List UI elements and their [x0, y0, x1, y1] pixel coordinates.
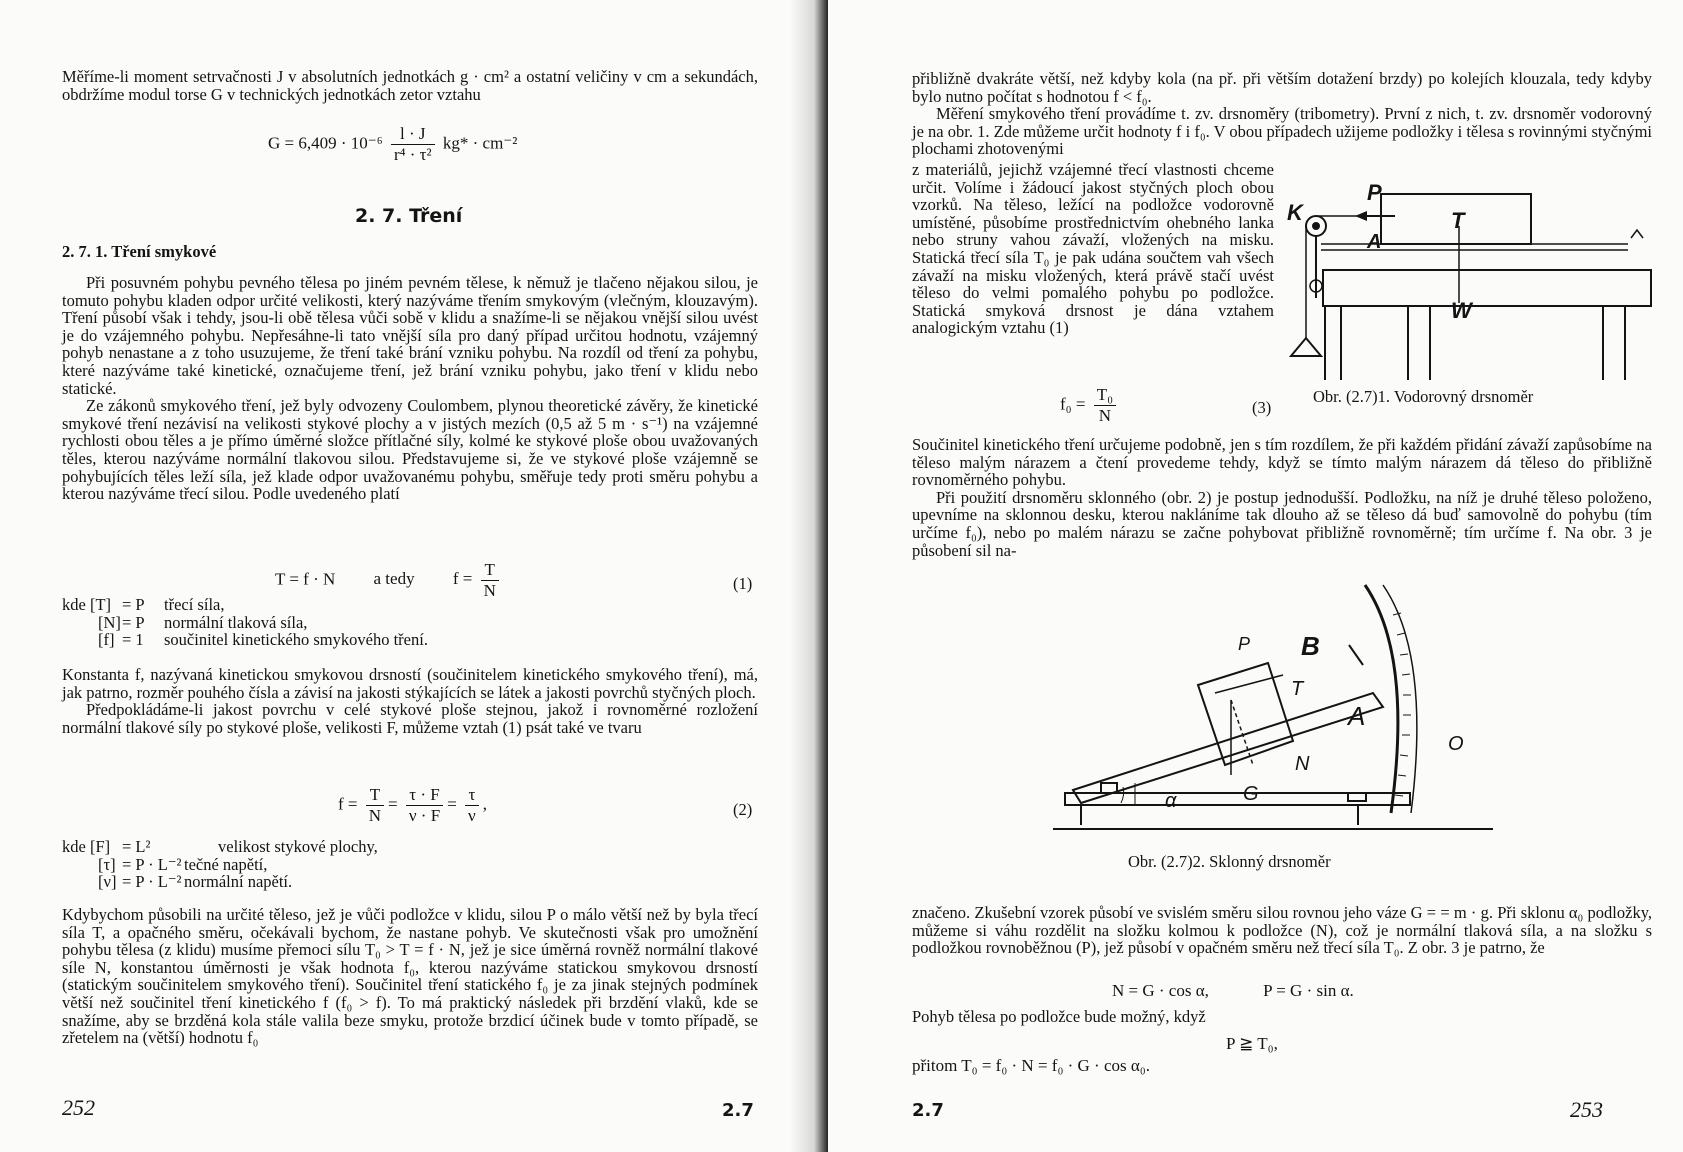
label-a: A	[1367, 231, 1382, 253]
equation-6: přitom T₀ = f₀ · N = f₀ · G · cos α₀.	[912, 1056, 1150, 1075]
figure-1-caption: Obr. (2.7)1. Vodorovný drsnoměr	[1313, 387, 1534, 406]
base-plate	[1065, 793, 1410, 805]
equation-3-number: (3)	[1252, 398, 1272, 417]
label-w: W	[1451, 298, 1472, 323]
equation-1: T = f · N a tedy f = $\frac{T}{N}$	[275, 560, 503, 601]
paragraph-kinetic-friction: Součinitel kinetického tření určujeme podobně, jen s tím rozdílem, že při každém přidání závaží zapůsobíme na těleso malým nárazem a čtení provedeme tehdy, když se tímto malým nárazem dá těleso do přibližně rovnoměrného pohybu. Při použití drsnoměru sklonného (obr. 2) je postup jednodušší. Podložku, na níž je druhé těleso položeno, upevníme na sklonnou desku, kterou nakláníme tak dlouho až se těleso dá buď samovolně do pohybu (tím určíme f₀), nebo po malém nárazu se začne pohybovat přibližně rovnoměrně; tím určíme f. Na obr. 3 je působení sil na-	[912, 435, 1652, 560]
definition-row: kde [F] = L² velikost stykové plochy,	[62, 837, 378, 856]
page-number-right: 253	[1570, 1097, 1603, 1122]
equation-1-number: (1)	[733, 574, 753, 593]
label-p: P	[1367, 180, 1382, 205]
equation-3: f₀ = $\frac{\text{T₀}}{N}$	[1060, 385, 1120, 426]
definitions-2	[62, 838, 378, 891]
equation-2-number: (2)	[733, 800, 753, 819]
paragraph-constant: Konstanta f, nazývaná kinetickou smykovou drsností (součinitelem kinetického smykového tření), má, jak patrno, rozměr pouhého čísla a závisí na jakosti stýkajících se látek a jakosti povrchů styčných ploch. Předpokládáme-li jakost povrchu v celé stykové ploše stejnou, jakož i rovnoměrné rozložení normální tlakové síly po stykové ploše, velikosti F, můžeme vztah (1) psát také ve tvaru	[62, 665, 758, 737]
definition-row: [τ] = P · L⁻² tečné napětí,	[98, 854, 268, 874]
inclined-board	[1073, 693, 1383, 803]
horizontal-tribometer-figure	[1283, 178, 1663, 383]
left-page	[0, 0, 828, 1152]
torsion-formula: G = 6,409 · 10⁻⁶ $\frac{l \cdot J}{\text{r⁴ · τ²}}$ kg* · cm⁻²	[268, 124, 518, 164]
subsection-title: 2. 7. 1. Tření smykové	[62, 242, 217, 261]
weight-pan	[1291, 338, 1321, 356]
figure-2-caption: Obr. (2.7)2. Sklonný drsnoměr	[1128, 852, 1331, 871]
paragraph-motion-condition: Pohyb tělesa po podložce bude možný, když	[912, 1007, 1206, 1026]
label-o: O	[1448, 733, 1464, 755]
definition-row: kde [T] = P třecí síla,	[62, 595, 225, 614]
label-k: K	[1287, 200, 1303, 225]
label-n: N	[1295, 753, 1310, 775]
table-top	[1323, 270, 1651, 306]
page-number-left: 252	[62, 1095, 95, 1120]
label-alpha: α	[1165, 790, 1177, 812]
paragraph-horizontal-tribometer: z materiálů, jejichž vzájemné třecí vlastnosti chceme určit. Volíme i žádoucí jakost styčných ploch obou vzorků. Na těleso, ležící na podložce vodorovně umístěné, působíme prostřednictvím ohebného lanka nebo struny vahou závaží, vložených na misku. Statická třecí síla T₀ je pak udána součtem vah všech závaží na misku vložených, která právě stačí uvést těleso do velmi pomalého pohybu po podložce. Statická smyková drsnost je dána vztahem analogickým vztahu (1)	[912, 160, 1274, 338]
equation-5: P ≧ T₀,	[1226, 1034, 1278, 1053]
right-page	[828, 0, 1683, 1152]
definition-row: [ν] = P · L⁻² normální napětí.	[98, 872, 293, 892]
paragraph-continuation: přibližně dvakráte větší, než kdyby kola (na př. při větším dotažení brzdy) po kolejích klouzala, tedy kdyby bylo nutno počítat s hodnotou f < f₀. Měření smykového tření provádíme t. zv. drsnoměry (tribometry). První z nich, t. zv. drsnoměr vodorovný je na obr. 1. Zde můžeme určit hodnoty f i f₀. V obou případech užijeme podložky i tělesa s rovinnými styčnými plochami zhotovenými	[912, 69, 1652, 159]
intro-paragraph: Měříme-li moment setrvačnosti J v absolutních jednotkách g · cm² a ostatní veličiny v cm a sekundách, obdržíme modul torse G v technických jednotkách zetor vztahu	[62, 67, 758, 104]
label-p: P	[1238, 634, 1251, 654]
definitions-1	[62, 596, 428, 649]
paragraph-static-friction: Kdybychom působili na určité těleso, jež je vůči podložce v klidu, silou P o málo větší než by byla třecí síla T, a opačného směru, očekávali bychom, že nastane pohyb. Ve skutečnosti však pro umožnění pohybu tělesa (z klidu) musíme přemoci sílu T₀ > T = f · N, jež je sice úměrná rovněž normální tlakové síle N, konstantou úměrnosti je však hodnota f₀, kterou nazýváme statickou smykovou drsností (statickým součinitelem smykového tření). Součinitel tření statického f₀ je za jinak stejných podmínek větší než součinitel tření kinetického f (f₀ > f). To má praktický následek při brzdění vlaků, kde se snažíme, aby se brzděná kola stále valila beze smyku, protože brzdicí účinek bude v tomto případě, se zřetelem na (větší) hodnotu f₀	[62, 905, 758, 1048]
definition-row: [N]= P normální tlaková síla,	[98, 612, 308, 632]
definition-row: [f] = 1 součinitel kinetického smykového tření.	[98, 630, 428, 650]
section-title: 2. 7. Tření	[355, 205, 463, 227]
equation-2: f = $\frac{T}{N}$ = $\frac{\tau \cdot F}{\nu \cdot F}$ = $\frac{\tau}{\nu}$ ,	[338, 785, 487, 825]
label-t: T	[1291, 678, 1304, 700]
label-t: T	[1451, 208, 1465, 233]
label-g: G	[1243, 783, 1259, 805]
inclined-tribometer-figure	[1053, 575, 1513, 835]
paragraph-sliding-friction: Při posuvném pohybu pevného tělesa po jiném pevném tělese, k němuž je tlačeno nějakou silou, je tomuto pohybu kladen odpor určité velikosti, který nazýváme třením smykovým (vlečným, klouzavým). Tření působí však i tehdy, jsou-li obě tělesa vůči sobě v klidu a snažíme-li se nějakou vnější silou uvést je do vzájemného pohybu. Nepřesáhne-li tato vnější síla pro daný případ určitou hodnotu, vzájemný pohyb nenastane a z toho usuzujeme, že tření také brání vzniku pohybu. Na rozdíl od tření za pohybu, které nazýváme také kinetické, označujeme tření, jež brání vzniku pohybu, jako tření v klidu nebo statické. Ze zákonů smykového tření, jež byly odvozeny Coulombem, plynou theoretické závěry, že kinetické smykové tření nezávisí na velikosti stykové plochy a v jistých mezích (0,5 až 5 m · s⁻¹) na vzájemné rychlosti obou těles a je přímo úměrné složce přítlačné síly, kolmé ke stykové ploše obou uvažovaných těles, kterou nazýváme normální tlakovou silou. Představujeme si, že ve stykové ploše vzájemně se pohybujících těles leží síla, jež klade odpor uvažovanému pohybu, směřuje tedy proti směru pohybu a kterou nazýváme třecí silou. Podle uvedeného platí	[62, 273, 758, 504]
label-b: B	[1301, 631, 1320, 661]
equation-4: N = G · cos α, P = G · sin α.	[1112, 981, 1354, 1000]
section-number-right: 2.7	[912, 1100, 944, 1121]
paragraph-inclined-forces: značeno. Zkušební vzorek působí ve svislém směru silou rovnou jeho váze G = = m · g. Při sklonu α₀ podložky, můžeme si váhu rozdělit na složku kolmou k podložce (N), což je normální tlaková síla, a na složku s podložkou rovnoběžnou (P), jež působí v opačném směru než třecí síla T₀. Z obr. 3 je patrno, že	[912, 903, 1652, 958]
label-a: A	[1348, 701, 1366, 731]
section-number-left: 2.7	[722, 1100, 754, 1121]
